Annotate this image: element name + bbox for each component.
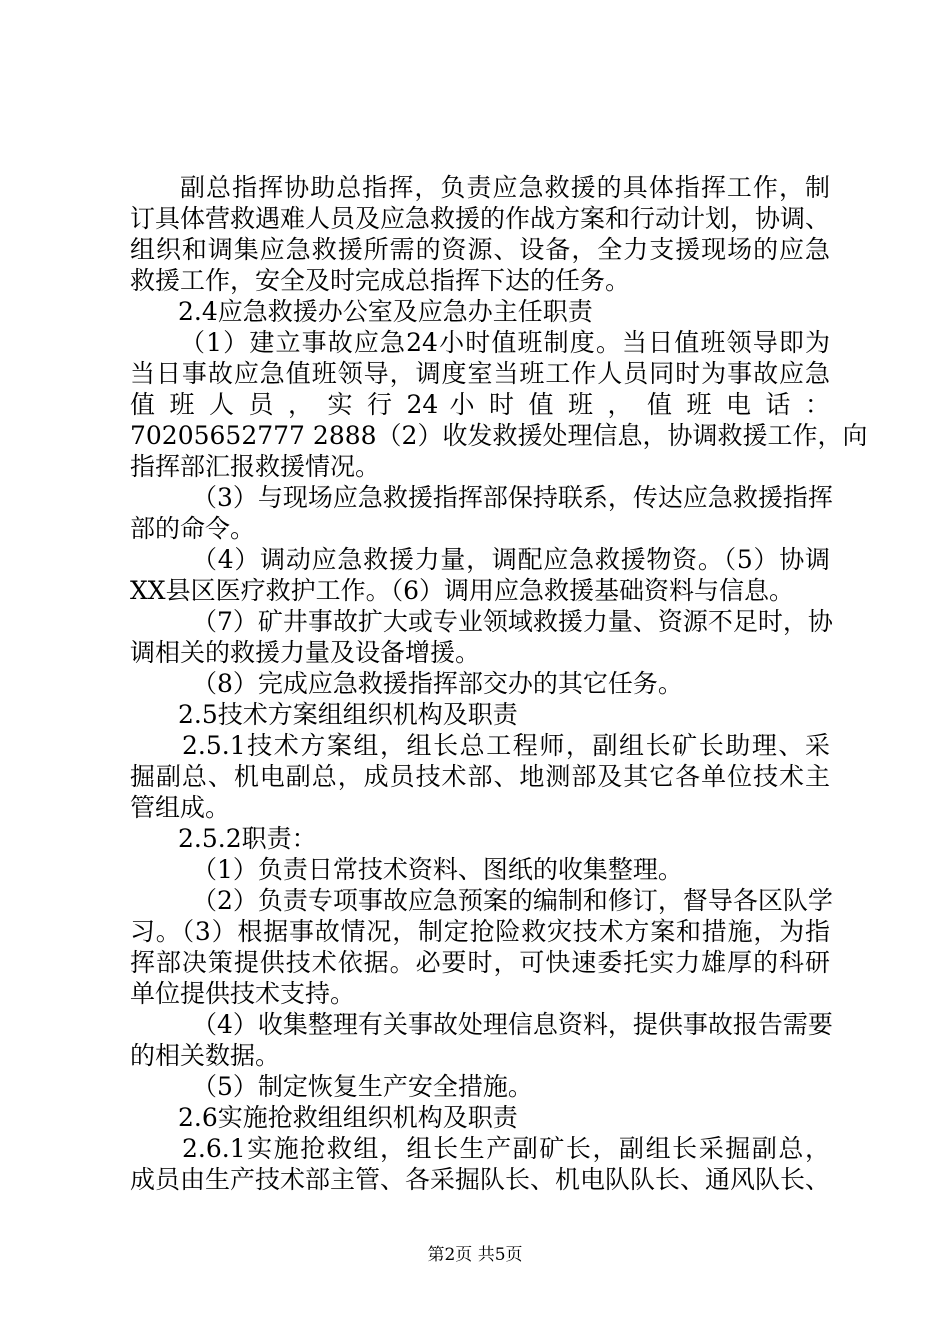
text-line: （7）矿井事故扩大或专业领域救援力量、资源不足时，协 xyxy=(192,607,833,636)
text-line: （5）制定恢复生产安全措施。 xyxy=(192,1072,533,1101)
text-line: 习。（3）根据事故情况，制定抢险救灾技术方案和措施，为指 xyxy=(130,917,830,946)
page-footer: 第2页 共5页 xyxy=(427,1245,523,1265)
text-line: 掘副总、机电副总，成员技术部、地测部及其它各单位技术主 xyxy=(130,762,830,791)
text-line: 调相关的救援力量及设备增援。 xyxy=(130,638,481,667)
text-line: （1）建立事故应急24小时值班制度。当日值班领导即为 xyxy=(180,328,830,357)
text-line: 值 班 人 员 ， 实 行 24 小 时 值 班 ， 值 班 电 话 ： xyxy=(130,390,830,419)
text-line: 组织和调集应急救援所需的资源、设备，全力支援现场的应急 xyxy=(130,235,830,264)
text-line: （8）完成应急救援指挥部交办的其它任务。 xyxy=(192,669,683,698)
text-line: 70205652777 2888（2）收发救援处理信息，协调救援工作，向 xyxy=(130,421,868,450)
text-line: 挥部决策提供技术依据。必要时，可快速委托实力雄厚的科研 xyxy=(130,948,830,977)
text-line: 指挥部汇报救援情况。 xyxy=(130,452,381,481)
text-line: 的相关数据。 xyxy=(130,1041,281,1070)
text-line: 成员由生产技术部主管、各采掘队长、机电队队长、通风队长、 xyxy=(130,1165,831,1194)
text-line: 2.5技术方案组组织机构及职责 xyxy=(178,700,518,729)
text-line: （4）收集整理有关事故处理信息资料，提供事故报告需要 xyxy=(192,1010,833,1039)
text-line: 单位提供技术支持。 xyxy=(130,979,356,1008)
text-line: （2）负责专项事故应急预案的编制和修订，督导各区队学 xyxy=(192,886,833,915)
document-body xyxy=(130,172,868,1195)
text-line: 部的命令。 xyxy=(130,514,256,543)
text-line: 订具体营救遇难人员及应急救援的作战方案和行动计划，协调、 xyxy=(130,204,831,233)
text-line: 2.5.2职责： xyxy=(178,824,317,853)
text-line: 当日事故应急值班领导，调度室当班工作人员同时为事故应急 xyxy=(130,359,830,388)
text-line: 救援工作，安全及时完成总指挥下达的任务。 xyxy=(130,266,631,295)
text-line: XX县区医疗救护工作。（6）调用应急救援基础资料与信息。 xyxy=(130,576,795,605)
text-line: 管组成。 xyxy=(130,793,231,822)
text-line: 2.6.1实施抢救组，组长生产副矿长，副组长采掘副总， xyxy=(182,1134,830,1163)
text-line: 2.4应急救援办公室及应急办主任职责 xyxy=(178,297,593,326)
text-line: （1）负责日常技术资料、图纸的收集整理。 xyxy=(192,855,683,884)
text-line: （4）调动应急救援力量，调配应急救援物资。（5）协调 xyxy=(192,545,830,574)
text-line: 2.5.1技术方案组，组长总工程师，副组长矿长助理、采 xyxy=(182,731,830,760)
text-line: 2.6实施抢救组组织机构及职责 xyxy=(178,1103,518,1132)
text-line: （3）与现场应急救援指挥部保持联系，传达应急救援指挥 xyxy=(192,483,833,512)
text-line: 副总指挥协助总指挥，负责应急救援的具体指挥工作，制 xyxy=(180,173,830,202)
